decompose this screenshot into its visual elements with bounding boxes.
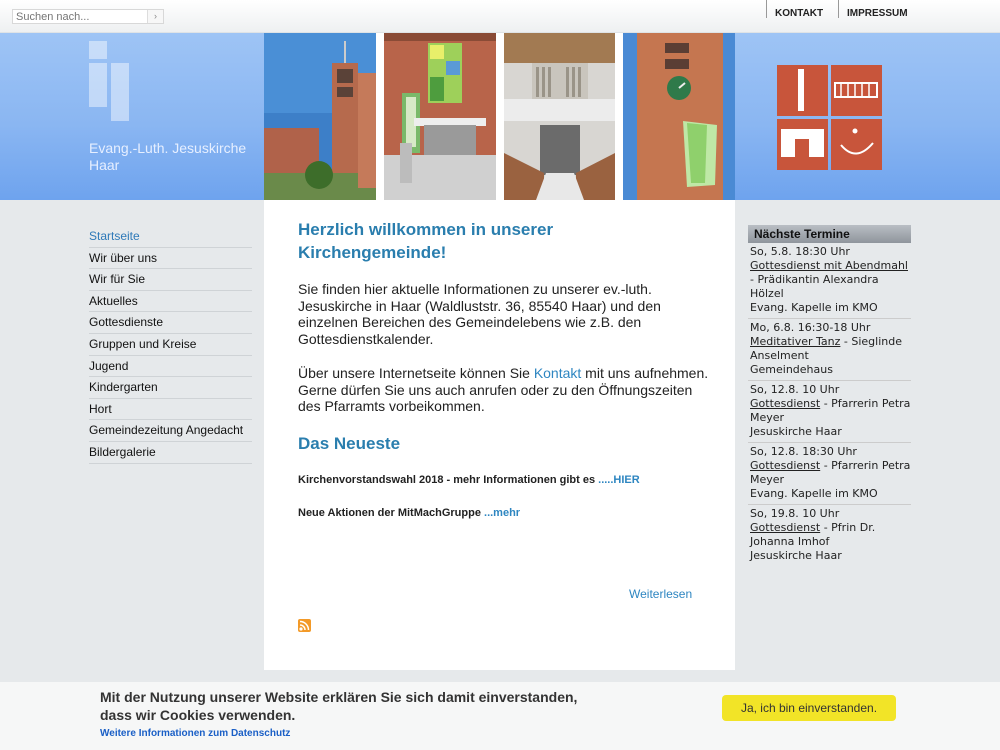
news-item-text: Neue Aktionen der MitMachGruppe xyxy=(298,507,485,519)
news-hier-link[interactable]: .....HIER xyxy=(598,474,640,486)
event-item xyxy=(748,243,911,319)
event-date: Mo, 6.8. 16:30-18 Uhr xyxy=(750,321,871,334)
nav-bildergalerie[interactable]: Bildergalerie xyxy=(89,442,252,464)
nav-hort[interactable]: Hort xyxy=(89,399,252,421)
event-date: So, 19.8. 10 Uhr xyxy=(750,507,840,520)
contact-paragraph xyxy=(298,365,718,415)
church-logo-icon[interactable] xyxy=(89,41,131,123)
header-photo-strip xyxy=(264,33,735,200)
event-details xyxy=(750,459,911,487)
event-details xyxy=(750,397,911,425)
cookie-accept-button[interactable]: Ja, ich bin einverstanden. xyxy=(722,695,896,721)
cookie-banner xyxy=(0,682,1000,750)
altar-photo xyxy=(384,33,496,200)
events-sidebar xyxy=(748,225,911,566)
weiterlesen-link[interactable]: Weiterlesen xyxy=(629,587,693,601)
event-date: So, 5.8. 18:30 Uhr xyxy=(750,245,850,258)
event-place: Gemeindehaus xyxy=(750,363,833,376)
nav-startseite[interactable]: Startseite xyxy=(89,226,252,248)
main-content xyxy=(264,200,735,670)
nav-jugend[interactable]: Jugend xyxy=(89,356,252,378)
main-navigation xyxy=(89,226,252,464)
news-item xyxy=(298,474,640,486)
intro-paragraph: Sie finden hier aktuelle Informationen zu unserer ev.-luth. Jesuskirche in Haar (Waldluststr. 36, 85540 Haar) und den einzelnen Bereichen des Gemeindelebens wie z.B. den Gottesdienstkalender. xyxy=(298,281,661,347)
event-person: - Prädikantin Alexandra Hölzel xyxy=(750,273,879,300)
event-item xyxy=(748,381,911,443)
event-title-link[interactable]: Gottesdienst xyxy=(750,459,821,472)
news-mehr-link[interactable]: ...mehr xyxy=(484,507,521,519)
event-place: Evang. Kapelle im KMO xyxy=(750,301,878,314)
nav-wir-ueber-uns[interactable]: Wir über uns xyxy=(89,248,252,270)
event-place: Jesuskirche Haar xyxy=(750,549,842,562)
event-item xyxy=(748,319,911,381)
church-tower-photo xyxy=(264,33,376,200)
event-person: - Pfrin Dr. Johanna Imhof xyxy=(750,521,876,548)
event-item xyxy=(748,443,911,505)
nav-wir-fuer-sie[interactable]: Wir für Sie xyxy=(89,269,252,291)
site-name[interactable]: Evang.-Luth. Jesuskirche Haar xyxy=(89,140,247,173)
kontakt-link[interactable]: KONTAKT xyxy=(766,0,838,18)
contact-text-before: Über unsere Internetseite können Sie xyxy=(298,365,534,381)
event-item xyxy=(748,505,911,566)
event-title-link[interactable]: Gottesdienst mit Abendmahl xyxy=(750,259,908,272)
news-item-text: Kirchenvorstandswahl 2018 - mehr Informationen gibt es xyxy=(298,474,599,486)
event-details xyxy=(750,521,911,549)
event-details xyxy=(750,259,911,301)
rss-feed-icon[interactable] xyxy=(298,619,311,632)
news-heading: Das Neueste xyxy=(298,434,401,453)
event-title-link[interactable]: Gottesdienst xyxy=(750,397,821,410)
privacy-info-link[interactable]: Weitere Informationen zum Datenschutz xyxy=(100,728,291,739)
page-title: Herzlich willkommen in unserer Kirchengemeinde! xyxy=(298,220,554,262)
contact-text-after: mit uns aufnehmen. Gerne dürfen Sie uns auch anrufen oder zu den Öffnungszeiten des Pfarramts vorbeikommen. xyxy=(298,365,709,414)
organ-photo xyxy=(504,33,615,200)
search-input[interactable] xyxy=(13,10,147,23)
nav-gruppen-und-kreise[interactable]: Gruppen und Kreise xyxy=(89,334,252,356)
header-banner xyxy=(0,33,1000,200)
events-heading: Nächste Termine xyxy=(748,225,911,243)
event-details xyxy=(750,335,911,363)
event-place: Jesuskirche Haar xyxy=(750,425,842,438)
impressum-link[interactable]: IMPRESSUM xyxy=(838,0,918,18)
event-title-link[interactable]: Gottesdienst xyxy=(750,521,821,534)
nav-gemeindezeitung[interactable]: Gemeindezeitung Angedacht xyxy=(89,420,252,442)
event-place: Evang. Kapelle im KMO xyxy=(750,487,878,500)
search-box xyxy=(12,9,164,24)
event-title-link[interactable]: Meditativer Tanz xyxy=(750,335,841,348)
kontakt-inline-link[interactable]: Kontakt xyxy=(533,365,582,381)
event-person: - Sieglinde Anselment xyxy=(750,335,902,362)
church-seal-logo xyxy=(777,65,882,170)
tower-banner-photo xyxy=(623,33,735,200)
top-bar xyxy=(0,0,1000,33)
event-date: So, 12.8. 10 Uhr xyxy=(750,383,840,396)
cookie-notice-text: Mit der Nutzung unserer Website erklären Sie sich damit einverstanden, dass wir Cookies verwenden. xyxy=(100,689,578,723)
nav-gottesdienste[interactable]: Gottesdienste xyxy=(89,312,252,334)
news-item xyxy=(298,507,520,519)
event-date: So, 12.8. 18:30 Uhr xyxy=(750,445,857,458)
event-person: - Pfarrerin Petra Meyer xyxy=(750,459,911,486)
search-submit-button[interactable]: › xyxy=(147,10,163,23)
event-person: - Pfarrerin Petra Meyer xyxy=(750,397,911,424)
nav-aktuelles[interactable]: Aktuelles xyxy=(89,291,252,313)
nav-kindergarten[interactable]: Kindergarten xyxy=(89,377,252,399)
